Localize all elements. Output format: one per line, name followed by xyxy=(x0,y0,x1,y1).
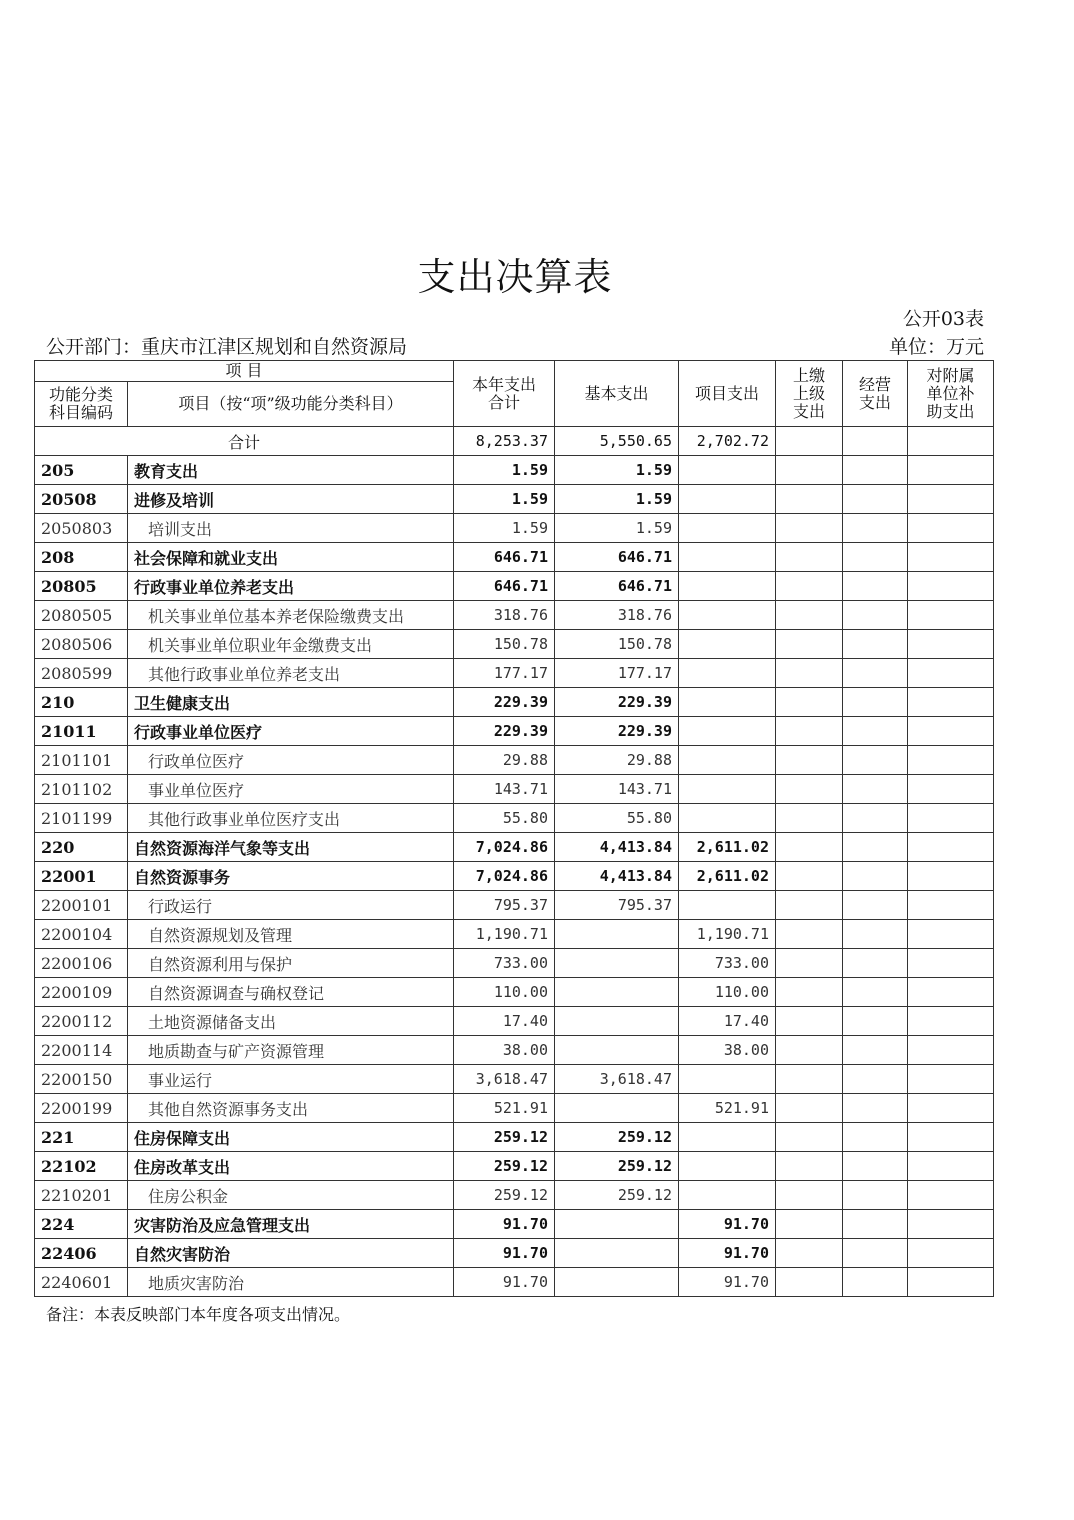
row-subsidiary xyxy=(908,456,994,485)
header-business: 经营 支出 xyxy=(843,361,908,427)
department-label: 公开部门：重庆市江津区规划和自然资源局 xyxy=(46,336,408,358)
row-basic: 646.71 xyxy=(555,572,679,601)
row-code: 2200106 xyxy=(35,949,128,978)
row-code: 22406 xyxy=(35,1239,128,1268)
row-basic xyxy=(555,1210,679,1239)
row-name: 事业单位医疗 xyxy=(128,775,454,804)
row-basic: 1.59 xyxy=(555,485,679,514)
table-row xyxy=(35,920,994,949)
row-total: 177.17 xyxy=(454,659,555,688)
row-project xyxy=(679,514,776,543)
row-business xyxy=(843,775,908,804)
row-code: 2080506 xyxy=(35,630,128,659)
table-row xyxy=(35,804,994,833)
row-code: 2101102 xyxy=(35,775,128,804)
row-total: 143.71 xyxy=(454,775,555,804)
row-business xyxy=(843,804,908,833)
row-name: 自然资源调查与确权登记 xyxy=(128,978,454,1007)
row-code: 2200199 xyxy=(35,1094,128,1123)
row-upper xyxy=(776,833,843,862)
row-name: 自然资源海洋气象等支出 xyxy=(128,833,454,862)
row-upper xyxy=(776,601,843,630)
row-total: 91.70 xyxy=(454,1239,555,1268)
row-total: 259.12 xyxy=(454,1181,555,1210)
row-business xyxy=(843,1007,908,1036)
row-basic: 1.59 xyxy=(555,456,679,485)
table-row xyxy=(35,456,994,485)
row-upper xyxy=(776,1181,843,1210)
table-row xyxy=(35,746,994,775)
table-row xyxy=(35,891,994,920)
row-project xyxy=(679,456,776,485)
table-row xyxy=(35,978,994,1007)
table-row xyxy=(35,1036,994,1065)
row-project: 17.40 xyxy=(679,1007,776,1036)
row-code: 220 xyxy=(35,833,128,862)
row-code: 2240601 xyxy=(35,1268,128,1297)
row-basic: 259.12 xyxy=(555,1181,679,1210)
row-business xyxy=(843,514,908,543)
row-subsidiary xyxy=(908,485,994,514)
row-subsidiary xyxy=(908,949,994,978)
row-name: 卫生健康支出 xyxy=(128,688,454,717)
row-total: 17.40 xyxy=(454,1007,555,1036)
row-subsidiary xyxy=(908,1181,994,1210)
row-name: 地质灾害防治 xyxy=(128,1268,454,1297)
row-basic: 4,413.84 xyxy=(555,833,679,862)
row-subsidiary xyxy=(908,746,994,775)
row-upper xyxy=(776,978,843,1007)
row-total: 38.00 xyxy=(454,1036,555,1065)
row-subsidiary xyxy=(908,891,994,920)
row-subsidiary xyxy=(908,862,994,891)
row-subsidiary xyxy=(908,804,994,833)
row-project xyxy=(679,572,776,601)
row-name: 其他行政事业单位医疗支出 xyxy=(128,804,454,833)
row-code: 2200101 xyxy=(35,891,128,920)
table-row xyxy=(35,833,994,862)
row-total: 521.91 xyxy=(454,1094,555,1123)
row-basic xyxy=(555,1094,679,1123)
row-business xyxy=(843,1094,908,1123)
row-subsidiary xyxy=(908,1239,994,1268)
row-total: 795.37 xyxy=(454,891,555,920)
header-subsidiary: 对附属 单位补 助支出 xyxy=(908,361,994,427)
row-total: 91.70 xyxy=(454,1210,555,1239)
row-business xyxy=(843,1123,908,1152)
row-subsidiary xyxy=(908,1036,994,1065)
row-basic: 177.17 xyxy=(555,659,679,688)
row-name: 行政单位医疗 xyxy=(128,746,454,775)
row-name: 培训支出 xyxy=(128,514,454,543)
row-subsidiary xyxy=(908,543,994,572)
row-business xyxy=(843,978,908,1007)
row-basic: 795.37 xyxy=(555,891,679,920)
row-upper xyxy=(776,1210,843,1239)
header-code: 功能分类 科目编码 xyxy=(35,382,128,427)
total-basic: 5,550.65 xyxy=(555,427,679,456)
row-business xyxy=(843,1036,908,1065)
row-subsidiary xyxy=(908,1094,994,1123)
row-upper xyxy=(776,862,843,891)
row-upper xyxy=(776,1007,843,1036)
form-code: 公开03表 xyxy=(902,308,984,330)
row-subsidiary xyxy=(908,1268,994,1297)
row-basic: 318.76 xyxy=(555,601,679,630)
row-upper xyxy=(776,804,843,833)
row-code: 208 xyxy=(35,543,128,572)
row-name: 其他自然资源事务支出 xyxy=(128,1094,454,1123)
table-row xyxy=(35,775,994,804)
row-name: 土地资源储备支出 xyxy=(128,1007,454,1036)
row-total: 229.39 xyxy=(454,688,555,717)
row-project xyxy=(679,688,776,717)
row-business xyxy=(843,1210,908,1239)
row-upper xyxy=(776,717,843,746)
row-code: 2210201 xyxy=(35,1181,128,1210)
footnote: 备注：本表反映部门本年度各项支出情况。 xyxy=(46,1305,351,1324)
row-business xyxy=(843,1239,908,1268)
row-code: 221 xyxy=(35,1123,128,1152)
row-business xyxy=(843,1065,908,1094)
row-basic xyxy=(555,1239,679,1268)
row-code: 2200150 xyxy=(35,1065,128,1094)
row-project xyxy=(679,601,776,630)
row-total: 1,190.71 xyxy=(454,920,555,949)
header-project-group: 项 目 xyxy=(35,361,454,382)
table-row xyxy=(35,1239,994,1268)
table-row xyxy=(35,630,994,659)
row-name: 机关事业单位基本养老保险缴费支出 xyxy=(128,601,454,630)
row-basic: 259.12 xyxy=(555,1152,679,1181)
row-project xyxy=(679,775,776,804)
row-code: 21011 xyxy=(35,717,128,746)
row-project: 1,190.71 xyxy=(679,920,776,949)
row-total: 110.00 xyxy=(454,978,555,1007)
table-row xyxy=(35,1181,994,1210)
row-total: 646.71 xyxy=(454,543,555,572)
row-subsidiary xyxy=(908,630,994,659)
table-row xyxy=(35,1094,994,1123)
row-project: 91.70 xyxy=(679,1268,776,1297)
row-upper xyxy=(776,1152,843,1181)
row-name: 自然灾害防治 xyxy=(128,1239,454,1268)
row-upper xyxy=(776,891,843,920)
row-project xyxy=(679,717,776,746)
row-total: 1.59 xyxy=(454,456,555,485)
header-project: 项目支出 xyxy=(679,361,776,427)
total-subsidiary xyxy=(908,427,994,456)
row-basic xyxy=(555,978,679,1007)
row-name: 地质勘查与矿产资源管理 xyxy=(128,1036,454,1065)
row-basic: 1.59 xyxy=(555,514,679,543)
row-project: 521.91 xyxy=(679,1094,776,1123)
row-project: 2,611.02 xyxy=(679,862,776,891)
row-basic: 55.80 xyxy=(555,804,679,833)
row-code: 2050803 xyxy=(35,514,128,543)
row-subsidiary xyxy=(908,717,994,746)
row-basic xyxy=(555,1268,679,1297)
row-subsidiary xyxy=(908,1210,994,1239)
row-subsidiary xyxy=(908,920,994,949)
row-code: 20508 xyxy=(35,485,128,514)
row-upper xyxy=(776,1036,843,1065)
row-basic: 150.78 xyxy=(555,630,679,659)
row-basic xyxy=(555,949,679,978)
row-total: 29.88 xyxy=(454,746,555,775)
row-subsidiary xyxy=(908,514,994,543)
row-project: 110.00 xyxy=(679,978,776,1007)
row-upper xyxy=(776,688,843,717)
table-row xyxy=(35,1210,994,1239)
row-total: 55.80 xyxy=(454,804,555,833)
row-basic xyxy=(555,920,679,949)
row-name: 自然资源利用与保护 xyxy=(128,949,454,978)
row-project: 733.00 xyxy=(679,949,776,978)
row-basic: 3,618.47 xyxy=(555,1065,679,1094)
row-upper xyxy=(776,514,843,543)
row-subsidiary xyxy=(908,601,994,630)
row-basic: 29.88 xyxy=(555,746,679,775)
row-project xyxy=(679,891,776,920)
table-row xyxy=(35,601,994,630)
row-subsidiary xyxy=(908,1065,994,1094)
row-subsidiary xyxy=(908,1152,994,1181)
row-upper xyxy=(776,920,843,949)
table-row xyxy=(35,688,994,717)
row-business xyxy=(843,949,908,978)
row-business xyxy=(843,891,908,920)
row-name: 进修及培训 xyxy=(128,485,454,514)
row-code: 22001 xyxy=(35,862,128,891)
row-total: 3,618.47 xyxy=(454,1065,555,1094)
row-total: 259.12 xyxy=(454,1123,555,1152)
row-total: 91.70 xyxy=(454,1268,555,1297)
row-code: 2200114 xyxy=(35,1036,128,1065)
row-name: 行政事业单位养老支出 xyxy=(128,572,454,601)
row-name: 自然资源事务 xyxy=(128,862,454,891)
row-name: 灾害防治及应急管理支出 xyxy=(128,1210,454,1239)
row-project: 2,611.02 xyxy=(679,833,776,862)
row-name: 行政运行 xyxy=(128,891,454,920)
row-business xyxy=(843,862,908,891)
total-business xyxy=(843,427,908,456)
total-label: 合计 xyxy=(35,427,454,456)
row-business xyxy=(843,688,908,717)
row-upper xyxy=(776,775,843,804)
row-business xyxy=(843,456,908,485)
table-row xyxy=(35,1152,994,1181)
row-name: 住房保障支出 xyxy=(128,1123,454,1152)
row-name: 住房公积金 xyxy=(128,1181,454,1210)
row-project xyxy=(679,1152,776,1181)
row-subsidiary xyxy=(908,572,994,601)
row-project xyxy=(679,746,776,775)
header-upper: 上缴 上级 支出 xyxy=(776,361,843,427)
row-total: 229.39 xyxy=(454,717,555,746)
table-row xyxy=(35,949,994,978)
row-code: 2200109 xyxy=(35,978,128,1007)
page-title: 支出决算表 xyxy=(417,255,613,299)
row-name: 自然资源规划及管理 xyxy=(128,920,454,949)
table-row xyxy=(35,659,994,688)
row-business xyxy=(843,1268,908,1297)
row-project: 91.70 xyxy=(679,1210,776,1239)
row-business xyxy=(843,717,908,746)
row-business xyxy=(843,572,908,601)
table-row xyxy=(35,1065,994,1094)
row-basic: 4,413.84 xyxy=(555,862,679,891)
row-basic: 259.12 xyxy=(555,1123,679,1152)
row-basic: 143.71 xyxy=(555,775,679,804)
header-basic: 基本支出 xyxy=(555,361,679,427)
row-project xyxy=(679,543,776,572)
row-upper xyxy=(776,485,843,514)
table-row xyxy=(35,862,994,891)
row-upper xyxy=(776,630,843,659)
row-project xyxy=(679,804,776,833)
row-upper xyxy=(776,456,843,485)
row-basic: 646.71 xyxy=(555,543,679,572)
table-row xyxy=(35,1007,994,1036)
table-row xyxy=(35,514,994,543)
header-name: 项目（按“项”级功能分类科目） xyxy=(128,382,454,427)
row-business xyxy=(843,920,908,949)
row-project xyxy=(679,485,776,514)
row-business xyxy=(843,601,908,630)
table-row xyxy=(35,543,994,572)
row-code: 2080599 xyxy=(35,659,128,688)
row-subsidiary xyxy=(908,978,994,1007)
row-subsidiary xyxy=(908,775,994,804)
row-total: 1.59 xyxy=(454,514,555,543)
row-code: 2080505 xyxy=(35,601,128,630)
row-name: 社会保障和就业支出 xyxy=(128,543,454,572)
row-code: 22102 xyxy=(35,1152,128,1181)
table-row xyxy=(35,572,994,601)
row-subsidiary xyxy=(908,688,994,717)
row-upper xyxy=(776,1094,843,1123)
row-code: 2101199 xyxy=(35,804,128,833)
row-upper xyxy=(776,949,843,978)
row-upper xyxy=(776,746,843,775)
row-subsidiary xyxy=(908,1007,994,1036)
row-business xyxy=(843,1181,908,1210)
row-business xyxy=(843,630,908,659)
row-name: 事业运行 xyxy=(128,1065,454,1094)
row-total: 7,024.86 xyxy=(454,833,555,862)
row-upper xyxy=(776,572,843,601)
row-name: 行政事业单位医疗 xyxy=(128,717,454,746)
row-project xyxy=(679,1123,776,1152)
row-total: 259.12 xyxy=(454,1152,555,1181)
table-row xyxy=(35,1123,994,1152)
row-business xyxy=(843,485,908,514)
row-basic xyxy=(555,1036,679,1065)
row-upper xyxy=(776,543,843,572)
table-row xyxy=(35,1268,994,1297)
row-business xyxy=(843,833,908,862)
row-basic: 229.39 xyxy=(555,688,679,717)
row-project xyxy=(679,1065,776,1094)
unit-label: 单位：万元 xyxy=(888,336,984,358)
row-total: 318.76 xyxy=(454,601,555,630)
row-business xyxy=(843,746,908,775)
row-code: 2200104 xyxy=(35,920,128,949)
total-upper xyxy=(776,427,843,456)
row-subsidiary xyxy=(908,659,994,688)
row-basic xyxy=(555,1007,679,1036)
row-total: 646.71 xyxy=(454,572,555,601)
row-business xyxy=(843,1152,908,1181)
row-business xyxy=(843,659,908,688)
row-project xyxy=(679,1181,776,1210)
expenditure-table xyxy=(34,360,994,1297)
row-total: 733.00 xyxy=(454,949,555,978)
row-name: 其他行政事业单位养老支出 xyxy=(128,659,454,688)
total-project: 2,702.72 xyxy=(679,427,776,456)
table-row xyxy=(35,717,994,746)
row-code: 205 xyxy=(35,456,128,485)
row-code: 224 xyxy=(35,1210,128,1239)
total-row xyxy=(35,427,994,456)
header-total: 本年支出 合计 xyxy=(454,361,555,427)
row-upper xyxy=(776,659,843,688)
row-subsidiary xyxy=(908,1123,994,1152)
row-total: 7,024.86 xyxy=(454,862,555,891)
row-name: 机关事业单位职业年金缴费支出 xyxy=(128,630,454,659)
row-name: 住房改革支出 xyxy=(128,1152,454,1181)
row-project xyxy=(679,630,776,659)
row-subsidiary xyxy=(908,833,994,862)
row-basic: 229.39 xyxy=(555,717,679,746)
row-upper xyxy=(776,1065,843,1094)
row-upper xyxy=(776,1268,843,1297)
row-code: 210 xyxy=(35,688,128,717)
row-name: 教育支出 xyxy=(128,456,454,485)
row-project: 38.00 xyxy=(679,1036,776,1065)
row-total: 1.59 xyxy=(454,485,555,514)
row-code: 2101101 xyxy=(35,746,128,775)
row-business xyxy=(843,543,908,572)
total-total: 8,253.37 xyxy=(454,427,555,456)
row-total: 150.78 xyxy=(454,630,555,659)
row-project: 91.70 xyxy=(679,1239,776,1268)
row-project xyxy=(679,659,776,688)
row-upper xyxy=(776,1239,843,1268)
row-upper xyxy=(776,1123,843,1152)
table-row xyxy=(35,485,994,514)
row-code: 2200112 xyxy=(35,1007,128,1036)
row-code: 20805 xyxy=(35,572,128,601)
